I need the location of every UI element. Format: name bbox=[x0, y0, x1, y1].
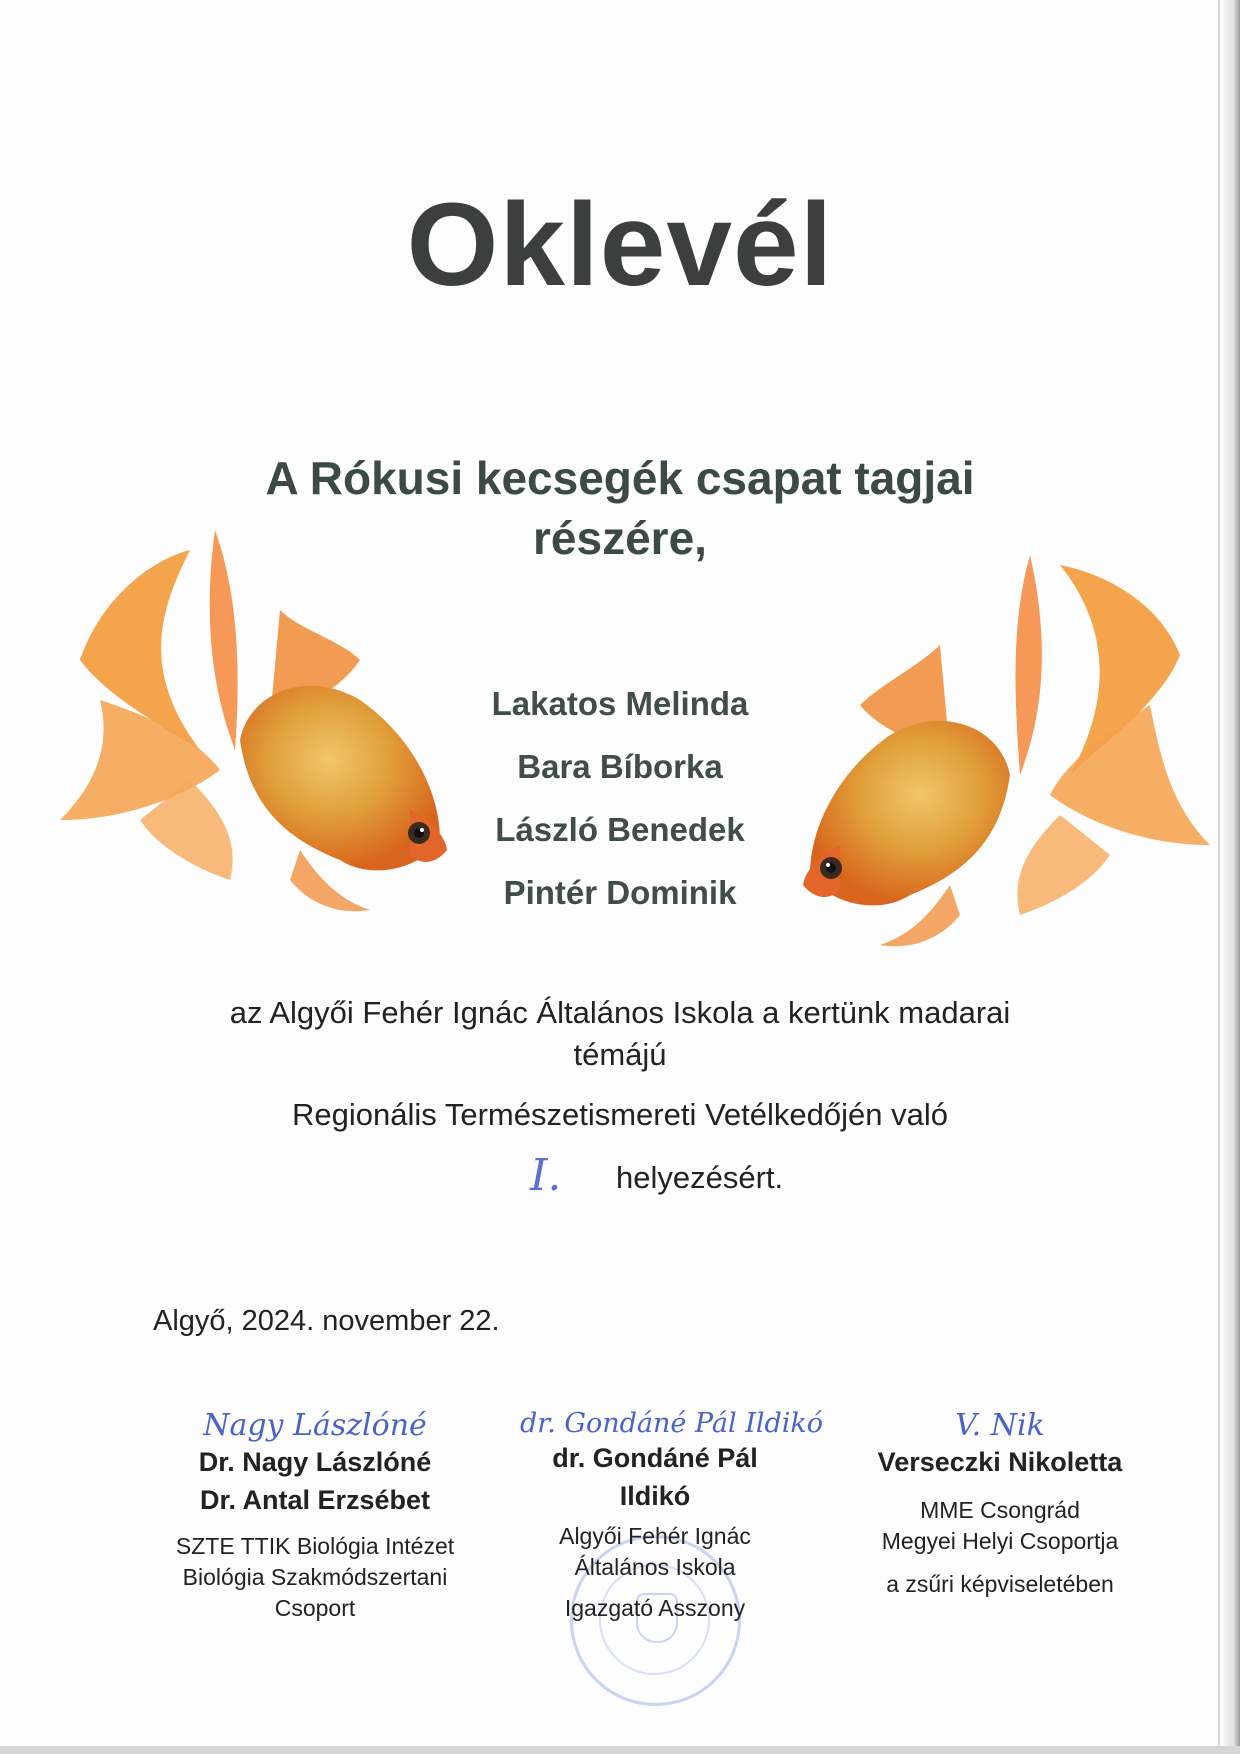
signatory-org: Algyői Fehér Ignác bbox=[559, 1523, 751, 1549]
signature-left: Nagy Lászlóné bbox=[203, 1408, 427, 1443]
member-name: Lakatos Melinda bbox=[491, 685, 749, 722]
signatory-name: Dr. Nagy Lászlóné bbox=[198, 1447, 432, 1477]
signature-right: V. Nik bbox=[955, 1408, 1045, 1443]
award-text-line-2: témájú bbox=[573, 1037, 667, 1072]
placement-text: helyezésért. bbox=[616, 1160, 784, 1195]
member-name: Pintér Dominik bbox=[503, 874, 737, 911]
member-name: László Benedek bbox=[495, 811, 745, 848]
recipient-line-2: részére, bbox=[533, 512, 707, 564]
team-members-list bbox=[420, 678, 820, 930]
signatory-name: Dr. Antal Erzsébet bbox=[199, 1485, 431, 1515]
signatory-title: Igazgató Asszony bbox=[564, 1595, 746, 1621]
member-name: Bara Bíborka bbox=[517, 748, 723, 785]
signature-middle: dr. Gondáné Pál Ildikó bbox=[520, 1408, 824, 1439]
signatory-role: a zsűri képviseletében bbox=[886, 1571, 1114, 1597]
signatory-left bbox=[140, 1408, 490, 1624]
signatory-org: Megyei Helyi Csoportja bbox=[881, 1528, 1119, 1554]
signatory-org: SZTE TTIK Biológia Intézet bbox=[175, 1533, 455, 1559]
signatory-right bbox=[840, 1408, 1160, 1600]
goldfish-right-illustration bbox=[770, 555, 1210, 985]
signatory-org: MME Csongrád bbox=[920, 1497, 1080, 1523]
signatory-org: Általános Iskola bbox=[574, 1554, 736, 1580]
issue-date: Algyő, 2024. november 22. bbox=[153, 1305, 500, 1337]
signatory-name: dr. Gondáné Pál bbox=[552, 1443, 758, 1473]
signatory-middle bbox=[520, 1408, 824, 1624]
signatory-org: Biológia Szakmódszertani bbox=[182, 1564, 448, 1590]
award-text-line-3: Regionális Természetismereti Vetélkedőjén való bbox=[292, 1097, 948, 1132]
award-text-block bbox=[180, 992, 1060, 1076]
recipient-line-1: A Rókusi kecsegék csapat tagjai bbox=[265, 452, 975, 504]
certificate-title: Oklevél bbox=[406, 179, 834, 311]
signatory-name: Ildikó bbox=[619, 1481, 691, 1511]
handwritten-placement: I. bbox=[530, 1150, 562, 1201]
award-text-line-1: az Algyői Fehér Ignác Általános Iskola a kertünk madarai bbox=[229, 995, 1011, 1030]
scan-edge-bottom bbox=[0, 1746, 1240, 1754]
signatory-name: Verseczki Nikoletta bbox=[877, 1447, 1123, 1477]
goldfish-left-illustration bbox=[40, 520, 480, 950]
signatory-org: Csoport bbox=[274, 1595, 356, 1621]
